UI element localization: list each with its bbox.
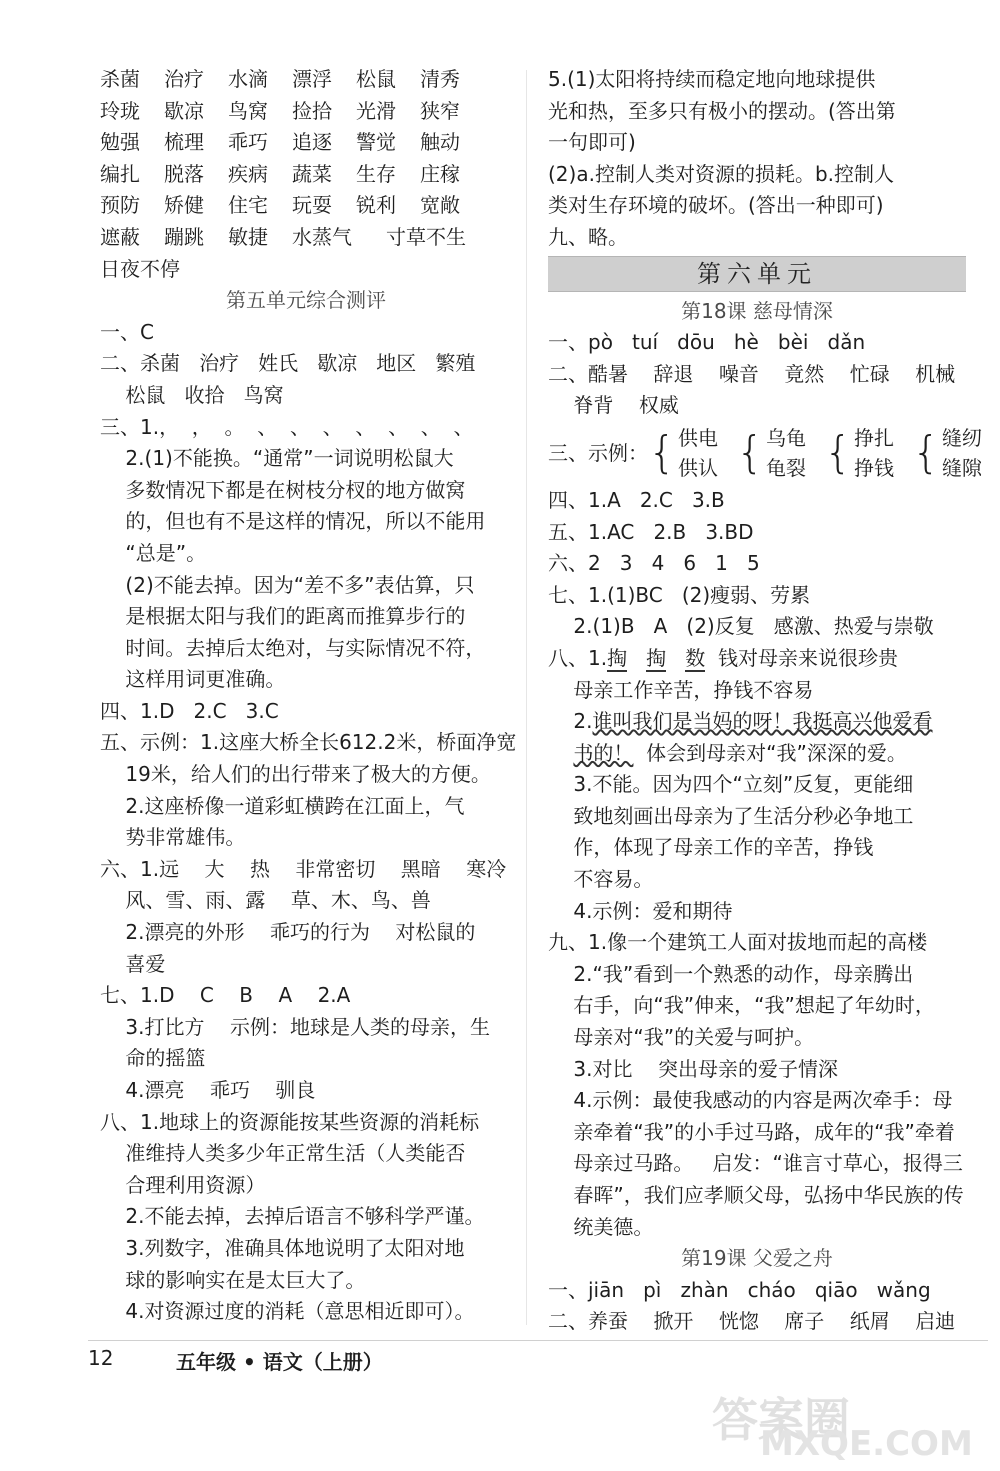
answer-line: 2.不能去掉，去掉后语言不够科学严谨。 bbox=[100, 1204, 485, 1229]
vocab-word: 水蒸气 bbox=[292, 224, 352, 249]
answer-line: 右手，向“我”伸来，“我”想起了年幼时， bbox=[548, 993, 935, 1018]
answer-line: 4.对资源过度的消耗（意思相近即可）。 bbox=[100, 1299, 475, 1324]
vocab-word: 生存 bbox=[356, 161, 396, 186]
answer-line: 不容易。 bbox=[548, 867, 654, 892]
q3-pair bbox=[942, 423, 982, 483]
vocab-word: 水滴 bbox=[228, 67, 268, 91]
vocab-word: 狭窄 bbox=[420, 98, 460, 123]
q8-word-3: 数 bbox=[685, 645, 706, 670]
q3-word: 龟裂 bbox=[766, 456, 806, 481]
vocab-word: 松鼠 bbox=[356, 67, 396, 91]
vocab-word: 漂浮 bbox=[292, 67, 332, 91]
vocab-word: 梳理 bbox=[164, 130, 204, 155]
vocab-word: 疾病 bbox=[228, 161, 268, 186]
q3-word: 供认 bbox=[678, 456, 718, 481]
answer-line: 脊背 权威 bbox=[548, 393, 679, 418]
vocab-word: 杀菌 bbox=[100, 67, 140, 91]
answer-line: 3.不能。因为四个“立刻”反复，更能细 bbox=[548, 772, 914, 797]
q3-group bbox=[824, 423, 894, 483]
vocab-word: 蔬菜 bbox=[292, 161, 332, 186]
q3-word: 供电 bbox=[678, 426, 718, 451]
answer-line: 四、1.D 2.C 3.C bbox=[100, 698, 279, 723]
vocab-word: 住宅 bbox=[228, 193, 268, 218]
vocab-row bbox=[100, 96, 512, 128]
answer-line: 是根据太阳与我们的距离而推算步行的 bbox=[100, 604, 466, 629]
answer-line: 八、1.地球上的资源能按某些资源的消耗标 bbox=[100, 1109, 480, 1134]
q3-word: 挣扎 bbox=[854, 426, 894, 451]
right-column bbox=[548, 64, 982, 1338]
answer-line: 3.列数字，准确具体地说明了太阳对地 bbox=[100, 1235, 465, 1260]
q8-2-line: 2.谁叫我们是当妈的呀！我挺高兴他爱看 bbox=[548, 709, 933, 734]
answer-line: 合理利用资源） bbox=[100, 1172, 266, 1197]
answer-line: “总是”。 bbox=[100, 540, 207, 565]
lesson18-answers bbox=[548, 327, 966, 422]
vocab-word: 勉强 bbox=[100, 130, 140, 155]
answer-line: 五、1.AC 2.B 3.BD bbox=[548, 519, 754, 544]
answer-line: 七、1.D C B A 2.A bbox=[100, 983, 351, 1008]
vocab-word: 玩耍 bbox=[292, 193, 332, 218]
q3-pair bbox=[678, 423, 718, 483]
answer-line: 统美德。 bbox=[548, 1214, 654, 1239]
vocab-word: 脱落 bbox=[164, 161, 204, 186]
answer-line: 六、2 3 4 6 1 5 bbox=[548, 551, 760, 576]
answer-line: 九、略。 bbox=[548, 224, 628, 249]
vocab-word: 捡拾 bbox=[292, 98, 332, 123]
answer-line: 势非常雄伟。 bbox=[100, 825, 246, 850]
answer-line: 2.(1)B A (2)反复 感激、热爱与崇敬 bbox=[548, 614, 934, 639]
vocab-word: 宽敞 bbox=[420, 193, 460, 218]
vocab-row bbox=[100, 254, 512, 286]
q3-word: 缝隙 bbox=[942, 456, 982, 481]
vocab-word: 锐利 bbox=[356, 193, 396, 218]
answer-line: 二、养蚕 掀开 恍惚 席子 纸屑 启迪 bbox=[548, 1309, 956, 1334]
answer-line: 2.这座桥像一道彩虹横跨在江面上，气 bbox=[100, 793, 465, 818]
lesson19-title: 第19课 父爱之舟 bbox=[681, 1246, 833, 1271]
q8-2-quote-b: 书的！ bbox=[573, 740, 634, 765]
vocab-row bbox=[100, 190, 512, 222]
answer-line: 准维持人类多少年正常生活（人类能否 bbox=[100, 1141, 466, 1166]
vocab-row bbox=[100, 222, 512, 254]
vocab-word: 矫健 bbox=[164, 193, 204, 218]
q3-group bbox=[648, 423, 718, 483]
vocab-word bbox=[416, 254, 480, 286]
vocab-word: 遮蔽 bbox=[100, 224, 140, 249]
vocab-word: 预防 bbox=[100, 193, 140, 218]
answer-line: 命的摇篮 bbox=[100, 1046, 206, 1071]
q3-word: 挣钱 bbox=[854, 456, 894, 481]
answer-line: 5.(1)太阳将持续而稳定地向地球提供 bbox=[548, 67, 876, 91]
answer-line: 一、pò tuí dōu hè bèi dǎn bbox=[548, 330, 866, 355]
vocab-word: 歇凉 bbox=[164, 98, 204, 123]
answer-line: 松鼠 收拾 鸟窝 bbox=[100, 382, 284, 407]
answer-line: 这样用词更准确。 bbox=[100, 667, 286, 692]
vocab-word: 蹦跳 bbox=[164, 224, 204, 249]
answer-line: 二、酷暑 辞退 噪音 竟然 忙碌 机械 bbox=[548, 361, 956, 386]
q3-pair bbox=[766, 423, 806, 483]
vocab-word: 治疗 bbox=[164, 67, 204, 91]
answer-line: 4.示例：爱和期待 bbox=[548, 898, 733, 923]
footer-rule bbox=[88, 1340, 988, 1341]
vocab-grid bbox=[100, 64, 512, 285]
vocab-word: 光滑 bbox=[356, 98, 396, 123]
watermark-text: MXQE.COM bbox=[760, 1424, 973, 1464]
vocab-word: 乖巧 bbox=[228, 130, 268, 155]
answer-line: 一句即可) bbox=[548, 130, 636, 155]
vocab-word: 追逐 bbox=[292, 130, 332, 155]
answer-lines-right-top bbox=[548, 64, 966, 254]
vocab-word: 警觉 bbox=[356, 130, 396, 155]
page-number: 12 bbox=[88, 1346, 114, 1370]
q3-groups bbox=[648, 423, 982, 483]
q8-2-quote: 谁叫我们是当妈的呀！我挺高兴他爱看 bbox=[592, 709, 933, 734]
vocab-word: 鸟窝 bbox=[228, 98, 268, 123]
lesson18-title: 第18课 慈母情深 bbox=[681, 298, 833, 323]
vocab-row bbox=[100, 127, 512, 159]
vocab-word: 日夜不停 bbox=[100, 256, 180, 281]
q8-2-line-b bbox=[548, 738, 966, 770]
answer-line: 风、雪、雨、露 草、木、鸟、兽 bbox=[100, 888, 431, 913]
book-label: 五年级 • 语文（上册） bbox=[176, 1350, 383, 1374]
q3-word: 乌龟 bbox=[766, 426, 806, 451]
answer-line: 春晖”，我们应孝顺父母，弘扬中华民族的传 bbox=[548, 1183, 964, 1207]
q8-lines bbox=[548, 675, 966, 707]
vocab-word: 玲珑 bbox=[100, 98, 140, 123]
q8-rest-lines bbox=[548, 769, 966, 1243]
q8-word-2: 掏 bbox=[646, 645, 667, 670]
vocab-word bbox=[288, 254, 352, 286]
answer-line: 二、杀菌 治疗 姓氏 歇凉 地区 繁殖 bbox=[100, 351, 476, 376]
brace-icon: { bbox=[736, 427, 764, 479]
answer-line: 2.“我”看到一个熟悉的动作，母亲腾出 bbox=[548, 961, 914, 986]
q3-group bbox=[736, 423, 806, 483]
vocab-word bbox=[224, 254, 288, 286]
answer-line: (2)a.控制人类对资源的损耗。b.控制人 bbox=[548, 161, 894, 186]
vocab-word: 编扎 bbox=[100, 161, 140, 186]
answer-line: 时间。去掉后太绝对，与实际情况不符， bbox=[100, 635, 486, 660]
answer-line: 亲牵着“我”的小手过马路，成年的“我”牵着 bbox=[548, 1119, 955, 1144]
q3-group bbox=[912, 423, 982, 483]
vocab-row bbox=[100, 64, 512, 96]
answer-line: 球的影响实在是太巨大了。 bbox=[100, 1267, 366, 1292]
answer-line: 五、示例：1.这座大桥全长612.2米，桥面净宽 bbox=[100, 730, 517, 755]
vocab-word bbox=[352, 254, 416, 286]
watermark-logo: 答案圈 bbox=[712, 1393, 850, 1447]
answer-line: 喜爱 bbox=[100, 951, 166, 976]
q8-2-rest: 体会到母亲对“我”深深的爱。 bbox=[646, 740, 907, 765]
answer-line: 七、1.(1)BC (2)瘦弱、劳累 bbox=[548, 582, 811, 607]
answer-line: 母亲工作辛苦，挣钱不容易 bbox=[548, 677, 814, 702]
answer-line: 2.漂亮的外形 乖巧的行为 对松鼠的 bbox=[100, 920, 476, 945]
answer-line: 3.对比 突出母亲的爱子情深 bbox=[548, 1056, 838, 1081]
answer-line: 作，体现了母亲工作的辛苦，挣钱 bbox=[548, 835, 874, 860]
answer-line: 的，但也有不是这样的情况，所以不能用 bbox=[100, 509, 486, 534]
answer-line: 一、jiān pì zhàn cháo qiāo wǎng bbox=[548, 1277, 931, 1302]
answer-line: 一、C bbox=[100, 319, 154, 344]
answer-line: 多数情况下都是在树枝分杈的地方做窝 bbox=[100, 477, 466, 502]
answer-line: 母亲对“我”的关爱与呵护。 bbox=[548, 1025, 815, 1050]
vocab-word: 庄稼 bbox=[420, 161, 460, 186]
answer-lines-left bbox=[100, 317, 517, 1328]
q3-examples bbox=[548, 422, 982, 485]
brace-icon: { bbox=[912, 427, 940, 479]
answer-line: 三、1.， ， 。 、 、 、 、 、 、 、 bbox=[100, 414, 474, 439]
vocab-word bbox=[480, 254, 544, 286]
lesson18-answers-2 bbox=[548, 485, 966, 643]
answer-line: 母亲过马路。 启发：“谁言寸草心，报得三 bbox=[548, 1151, 963, 1176]
unit6-title-band: 第六单元 bbox=[548, 256, 966, 292]
vocab-row bbox=[100, 159, 512, 191]
answer-line: 4.漂亮 乖巧 驯良 bbox=[100, 1078, 316, 1102]
lesson19-answers bbox=[548, 1275, 966, 1338]
q3-pair bbox=[854, 423, 894, 483]
answer-line: 六、1.远 大 热 非常密切 黑暗 寒冷 bbox=[100, 856, 507, 881]
vocab-word: 敏捷 bbox=[228, 224, 268, 249]
answer-line: 致地刻画出母亲为了生活分秒必争地工 bbox=[548, 803, 914, 828]
vocab-word: 寸草不生 bbox=[386, 224, 466, 249]
answer-line: (2)不能去掉。因为“差不多”表估算，只 bbox=[100, 572, 475, 597]
q8-1-line: 八、1.掏 掏 数 钱对母亲来说很珍贵 bbox=[548, 645, 898, 670]
left-column bbox=[100, 64, 517, 1328]
answer-line: 四、1.A 2.C 3.B bbox=[548, 487, 725, 512]
q3-prefix: 三、示例： bbox=[548, 440, 648, 465]
q8-1-rest: 钱对母亲来说很珍贵 bbox=[717, 645, 898, 670]
brace-icon: { bbox=[824, 427, 852, 479]
answer-line: 类对生存环境的破坏。(答出一种即可) bbox=[548, 193, 884, 218]
q8-word-1: 掏 bbox=[607, 645, 628, 670]
vocab-word: 触动 bbox=[420, 130, 460, 155]
q3-word: 缝纫 bbox=[942, 426, 982, 451]
answer-line: 2.(1)不能换。“通常”一词说明松鼠大 bbox=[100, 446, 454, 471]
answer-line: 3.打比方 示例：地球是人类的母亲，生 bbox=[100, 1014, 490, 1039]
answer-line: 光和热，至多只有极小的摆动。(答出第 bbox=[548, 98, 896, 123]
vocab-word: 清秀 bbox=[420, 67, 460, 91]
answer-line: 19米，给人们的出行带来了极大的方便。 bbox=[100, 762, 491, 787]
unit5-test-title: 第五单元综合测评 bbox=[226, 288, 386, 313]
brace-icon: { bbox=[648, 427, 676, 479]
answer-line: 九、1.像一个建筑工人面对拔地而起的高楼 bbox=[548, 930, 928, 955]
answer-line: 4.示例：最使我感动的内容是两次牵手：母 bbox=[548, 1088, 953, 1113]
